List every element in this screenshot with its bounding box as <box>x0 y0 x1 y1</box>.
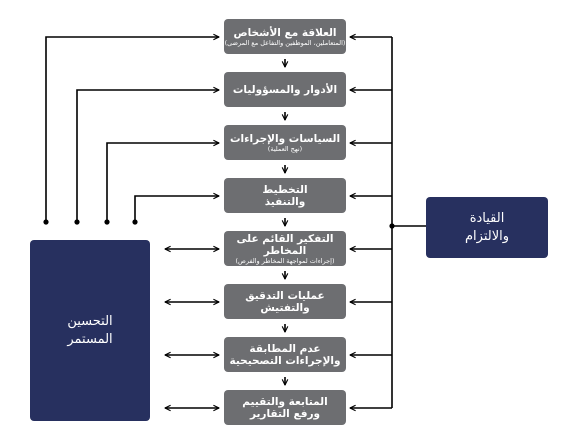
leadership-label-line1: القيادة <box>469 210 505 226</box>
process-step-subtitle: (نهج العملية) <box>267 144 303 153</box>
process-step-monitoring <box>224 390 346 425</box>
process-step-title: التفكير القائم على المخاطر <box>236 232 334 257</box>
leadership-label-line2: والالتزام <box>464 228 510 244</box>
process-step-subtitle: (المتعاملين، الموظفين والتفاعل مع المرضى) <box>224 38 346 47</box>
improvement-label-line2: المستمر <box>67 331 113 347</box>
process-step-roles <box>224 72 346 107</box>
process-step-title: عدم المطابقة <box>249 342 321 355</box>
improvement-feed-dot-2 <box>74 219 79 224</box>
process-step-title: التخطيط <box>262 183 308 196</box>
improvement-feed-arrow-2 <box>77 90 219 222</box>
process-step-risk-thinking <box>224 231 346 266</box>
process-step-policies <box>224 125 346 160</box>
process-step-title: عمليات التدقيق والتفتيش <box>245 289 325 314</box>
continual-improvement-box <box>30 240 150 421</box>
process-step-title-line2: والإجراءات التصحيحية <box>229 354 341 367</box>
improvement-feed-dot-4 <box>132 219 137 224</box>
improvement-feed-arrow-3 <box>107 143 219 222</box>
improvement-feed-arrow-4 <box>135 196 219 222</box>
process-step-subtitle: (إجراءات لمواجهة المخاطر والفرص) <box>235 256 335 265</box>
process-step-title-line2: ورفع التقارير <box>249 407 321 420</box>
process-step-title: العلاقة مع الأشخاص <box>233 26 337 39</box>
improvement-feed-arrow-1 <box>46 37 219 222</box>
process-step-nonconformity <box>224 337 346 372</box>
process-step-relations <box>224 19 346 54</box>
process-step-audits <box>224 284 346 319</box>
leadership-commitment-box <box>426 197 548 258</box>
process-step-title: المتابعة والتقييم <box>242 395 328 408</box>
leadership-junction-dot <box>389 223 394 228</box>
process-step-planning <box>224 178 346 213</box>
process-step-title-line2: والتنفيذ <box>264 195 306 208</box>
process-step-title: السياسات والإجراءات <box>229 132 341 145</box>
improvement-feed-dot-3 <box>104 219 109 224</box>
improvement-feed-dot-1 <box>43 219 48 224</box>
process-step-title: الأدوار والمسؤوليات <box>232 83 338 96</box>
improvement-label-line1: التحسين <box>67 313 113 329</box>
